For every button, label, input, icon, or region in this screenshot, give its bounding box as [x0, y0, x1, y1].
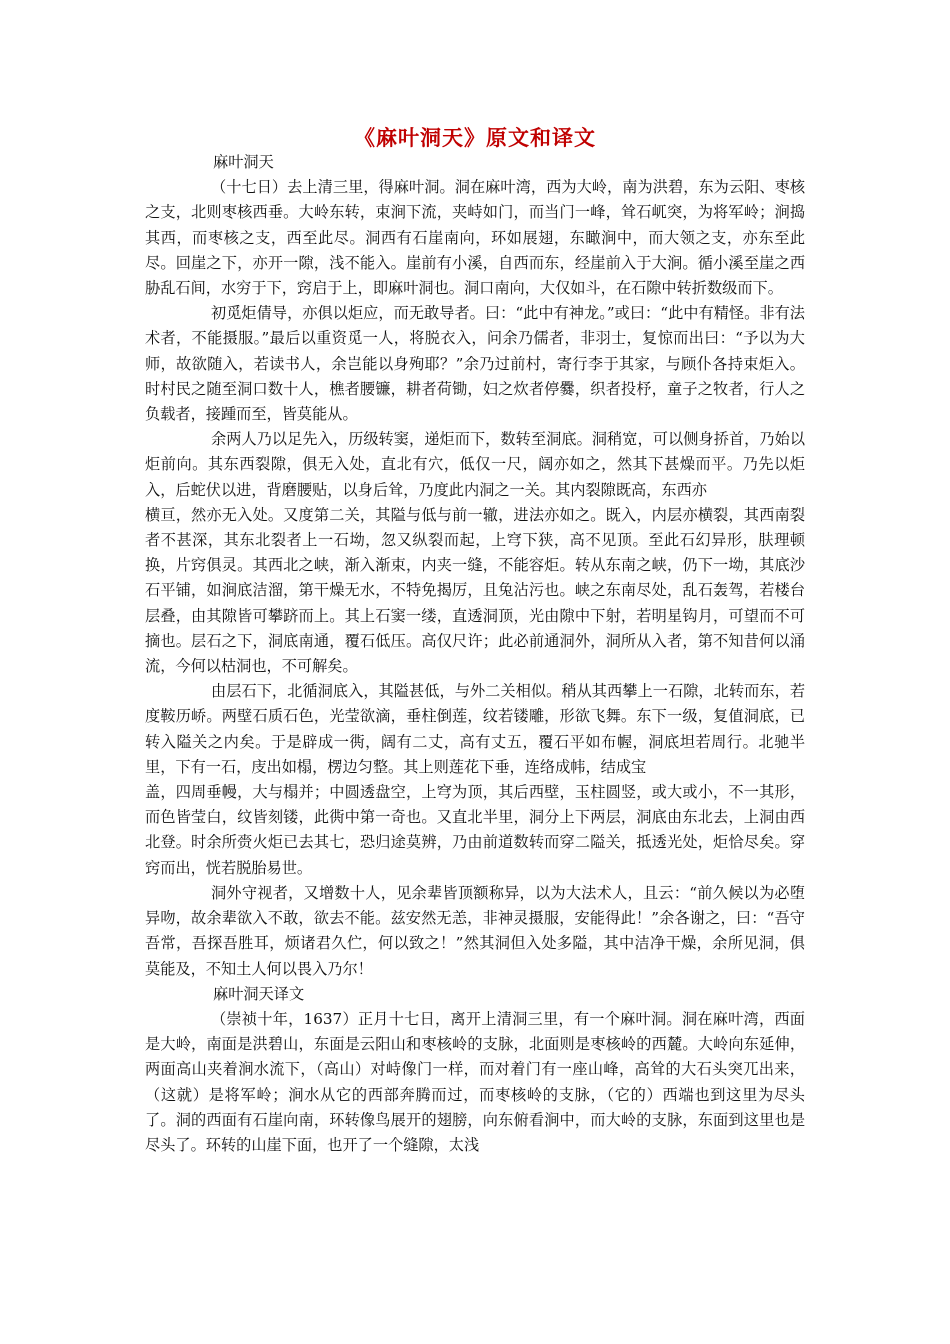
original-paragraph: （十七日）去上清三里，得麻叶洞。洞在麻叶湾，西为大岭，南为洪碧，东为云阳、枣核之支，北则枣核西垂。大岭东转，束涧下流，夹峙如门，而当门一峰，耸石屼突，为将军岭；涧捣其西，而枣核之支，西至此尽。洞西有石崖南向，环如展翅，东瞰涧中，而大领之支，亦东至此尽。回崖之下，亦开一隙，浅不能入。崖前有小溪，自西而东，经崖前入于大涧。循小溪至崖之西胁乱石间，水穷于下，窍启于上，即麻叶洞也。洞口南向，大仅如斗，在石隙中转折数级而下。: [145, 178, 805, 298]
original-paragraph-continuation: 横亘，然亦无入处。又度第二关，其隘与低与前一辙，进法亦如之。既入，内层亦横裂，其西南裂者不甚深，其东北裂者上一石坳，忽又纵裂而起，上穹下狭，高不见顶。至此石幻异形，肤理顿换，片窍俱灵。其西北之峡，渐入渐束，内夹一缝，不能容炬。转从东南之峡，仍下一坳，其底沙石平铺，如涧底洁溜，第干燥无水，不特免揭厉，且兔沾污也。峡之东南尽处，乱石轰驾，若楼台层叠，由其隙皆可攀跻而上。其上石窦一缕，直透洞顶，光由隙中下射，若明星钩月，可望而不可摘也。层石之下，洞底南通，覆石低压。高仅尺许；此必前通洞外，洞所从入者，第不知昔何以涌流，今何以枯洞也，不可解矣。: [145, 505, 805, 676]
original-paragraph: 由层石下，北循洞底入，其隘甚低，与外二关相似。稍从其西攀上一石隙，北转而东，若度鞍历峤。两壁石质石色，光莹欲滴，垂柱倒莲，纹若镂雕，形欲飞舞。东下一级，复值洞底，已转入隘关之内矣。于是辟成一衖，阔有二丈，高有丈五，覆石平如布幄，洞底坦若周行。北驰半里，下有一石，庋出如榻，楞边匀整。其上则莲花下垂，连络成帏，结成宝: [145, 682, 805, 776]
document-body: [145, 150, 805, 1158]
document-title: 《麻叶洞天》原文和译文: [354, 126, 596, 150]
section-heading-translation: 麻叶洞天译文: [213, 984, 305, 1003]
original-paragraph: 初觅炬倩导，亦俱以炬应，而无敢导者。曰：“此中有神龙。”或曰：“此中有精怪。非有法术者，不能摄服。”最后以重资觅一人，将脱衣入，问余乃儒者，非羽士，复惊而出曰：“予以为大师，故欲随入，若读书人，余岂能以身殉耶？”余乃过前村，寄行李于其家，与顾仆各持束炬入。时村民之随至洞口数十人，樵者腰镰，耕者荷锄，妇之炊者停爨，织者投杼，童子之牧者，行人之负载者，接踵而至，皆莫能从。: [145, 304, 805, 424]
translation-paragraph: （崇祯十年，1637）正月十七日，离开上清洞三里，有一个麻叶洞。洞在麻叶湾，西面是大岭，南面是洪碧山，东面是云阳山和枣核岭的支脉，北面则是枣核岭的西麓。大岭向东延伸，两面高山夹着涧水流下，（高山）对峙像门一样，而对着门有一座山峰，高耸的大石头突兀出来，（这就）是将军岭；涧水从它的西部奔腾而过，而枣核岭的支脉，（它的）西端也到这里为尽头了。洞的西面有石崖向南，环转像鸟展开的翅膀，向东俯看涧中，而大岭的支脉，东面到这里也是尽头了。环转的山崖下面，也开了一个缝隙，太浅: [145, 1009, 805, 1154]
section-heading-original: 麻叶洞天: [213, 153, 274, 171]
original-paragraph-continuation: 盖，四周垂幔，大与榻并；中圆透盘空，上穹为顶，其后西壁，玉柱圆竖，或大或小，不一其形，而色皆莹白，纹皆刻镂，此衖中第一奇也。又直北半里，洞分上下两层，洞底由东北去，上洞由西北登。时余所赍火炬已去其七，恐归途莫辨，乃由前道数转而穿二隘关，抵透光处，炬恰尽矣。穿窍而出，恍若脱胎易世。: [145, 783, 805, 877]
original-paragraph: 洞外守视者，又增数十人，见余辈皆顶额称异，以为大法术人，且云：“前久候以为必堕异吻，故余辈欲入不敢，欲去不能。兹安然无恙，非神灵摄服，安能得此！”余各谢之，曰：“吾守吾常，吾探吾胜耳，烦诸君久伫，何以致之！”然其洞但入处多隘，其中洁净干燥，余所见洞，俱莫能及，不知土人何以畏入乃尔！: [145, 883, 805, 978]
original-paragraph: 余两人乃以足先入，历级转窦，递炬而下，数转至洞底。洞稍宽，可以侧身挢首，乃始以炬前向。其东西裂隙，俱无入处，直北有穴，低仅一尺，阔亦如之，然其下甚燥而平。乃先以炬入，后蛇伏以进，背磨腰贴，以身后耸，乃度此内洞之一关。其内裂隙既高，东西亦: [145, 430, 805, 499]
